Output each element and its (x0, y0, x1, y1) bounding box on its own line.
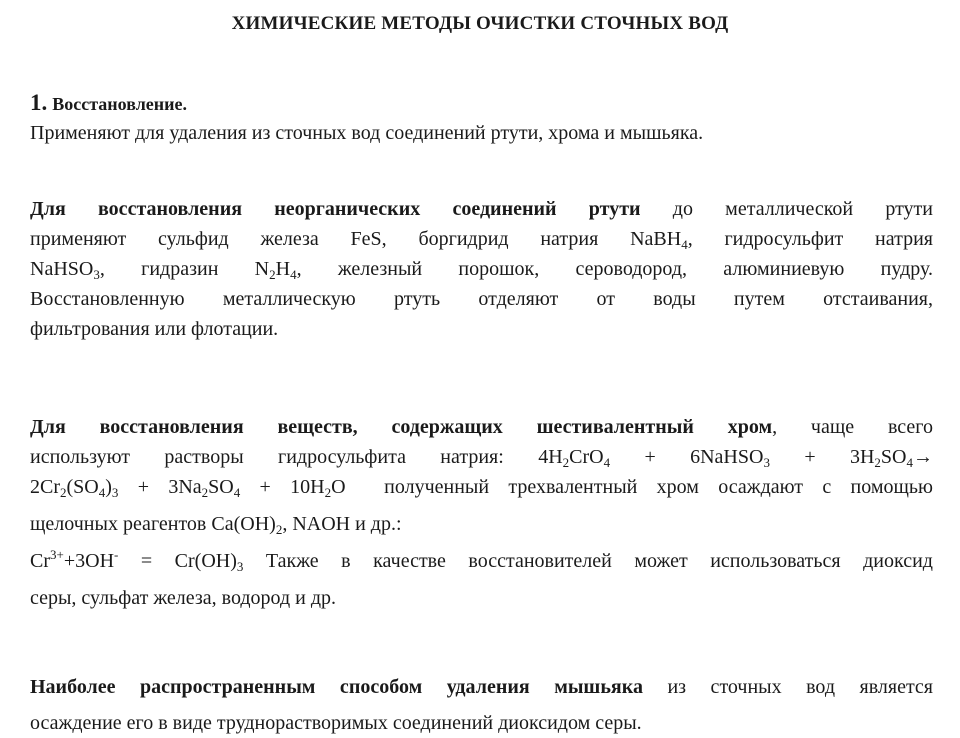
text-run: + 3Na (118, 476, 202, 498)
superscript: 3+ (50, 547, 64, 562)
subscript: 3 (93, 267, 100, 282)
text-run: + 3H (769, 446, 875, 468)
text-run: , гидросульфит натрия (687, 228, 933, 250)
text-run: + 6NaHSO (610, 446, 764, 468)
paragraph-line (30, 412, 933, 442)
subscript: 4 (906, 455, 913, 470)
text-run: , железный порошок, сероводород, алюминиевую пудру. (296, 258, 933, 280)
subscript: 2 (874, 455, 881, 470)
section-heading (30, 88, 933, 118)
paragraph-line: фильтрования или флотации. (30, 318, 279, 340)
paragraph-line: серы, сульфат железа, водород и др. (30, 587, 337, 609)
text-run: до металлической ртути (672, 198, 934, 220)
text-run: SO (880, 446, 907, 468)
paragraph-line (30, 672, 933, 702)
text-run: = Cr(OH) (118, 550, 237, 572)
text-run: из сточных вод является (667, 676, 934, 698)
text-run: Также в качестве восстановителей может использоваться диоксид (243, 550, 933, 572)
text-run: , гидразин N (99, 258, 270, 280)
subscript: 4 (233, 485, 241, 500)
text-run: Cr (30, 550, 50, 572)
superscript: - (114, 547, 119, 562)
subscript: 2 (275, 522, 283, 537)
paragraph-line (30, 194, 933, 224)
text-run: (SO (66, 476, 99, 498)
bold-lead: Для восстановления веществ, содержащих шестивалентный хром (30, 416, 773, 438)
subscript: 2 (201, 485, 209, 500)
paragraph-line: Восстановленную металлическую ртуть отделяют от воды путем отстаивания, (30, 288, 933, 310)
subscript: 3 (111, 485, 119, 500)
section-heading-text: Восстановление. (52, 94, 188, 114)
subscript: 4 (603, 455, 611, 470)
paragraph-arsenic (30, 672, 933, 738)
text-run: используют растворы гидросульфита натрия: 4H (30, 446, 563, 468)
paragraph-line (30, 546, 933, 576)
page-title: ХИМИЧЕСКИЕ МЕТОДЫ ОЧИСТКИ СТОЧНЫХ ВОД (231, 13, 729, 34)
subscript: 4 (98, 485, 106, 500)
subscript: 4 (290, 267, 297, 282)
paragraph-line: осаждение его в виде труднорастворимых соединений диоксидом серы. (30, 712, 642, 734)
section-reduction (30, 88, 933, 148)
text-run: NaHSO (30, 258, 94, 280)
paragraph-line (30, 224, 933, 254)
paragraph-line (30, 254, 933, 284)
subscript: 2 (269, 267, 276, 282)
bold-lead: Для восстановления неорганических соединений ртути (30, 198, 641, 220)
text-run: 2Cr (30, 476, 60, 498)
text-run: щелочных реагентов Ca(OH) (30, 513, 276, 535)
text-run: , NAOH и др.: (282, 513, 402, 535)
subscript: 2 (60, 485, 67, 500)
text-run: +3OH (63, 550, 115, 572)
subscript: 4 (681, 237, 688, 252)
paragraph-mercury (30, 194, 933, 344)
text-run: O полученный трехвалентный хром осаждают с помощью (331, 476, 933, 498)
text-run: ) (105, 476, 112, 498)
subscript: 3 (236, 559, 244, 574)
paragraph-line (30, 509, 933, 539)
section-intro: Применяют для удаления из сточных вод соединений ртути, хрома и мышьяка. (30, 122, 704, 144)
paragraph-line (30, 472, 933, 502)
subscript: 3 (763, 455, 770, 470)
paragraph-chromium (30, 412, 933, 613)
text-run: применяют сульфид железа FeS, боргидрид натрия NaBH (30, 228, 682, 250)
text-run: SO (208, 476, 234, 498)
bold-lead: Наиболее распространенным способом удаления мышьяка (30, 676, 643, 698)
text-run: CrO (569, 446, 604, 468)
subscript: 2 (324, 485, 332, 500)
text-run: , чаще всего (772, 416, 933, 438)
text-run: + 10H (240, 476, 325, 498)
subscript: 2 (562, 455, 570, 470)
section-number: 1. (30, 90, 48, 115)
text-run: H (275, 258, 291, 280)
arrow-symbol: → (913, 446, 933, 468)
paragraph-line (30, 442, 933, 472)
